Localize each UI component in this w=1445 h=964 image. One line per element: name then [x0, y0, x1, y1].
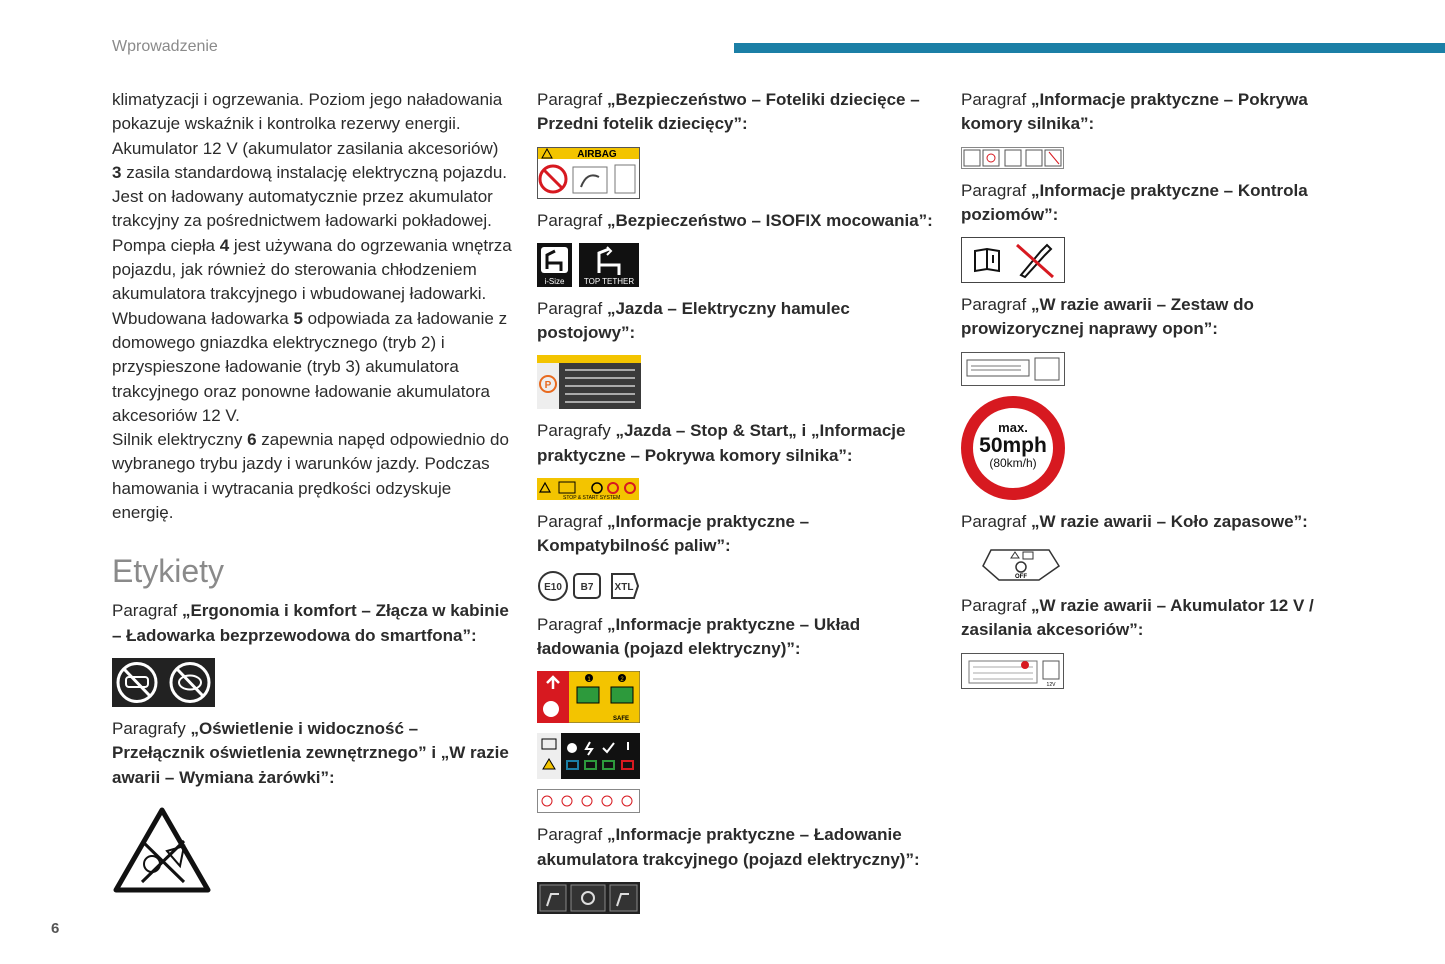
off-text: OFF: [1015, 574, 1027, 581]
label-caption-spare-wheel: Paragraf „W razie awarii – Koło zapasowe”:: [961, 511, 1308, 531]
label-caption-traction-battery: Paragraf „Informacje praktyczne – Ładowanie akumulatora trakcyjnego (pojazd elektryczny)”:: [537, 825, 920, 869]
label-caption-lighting: Paragrafy „Oświetlenie i widoczność – Przełącznik oświetlenia zewnętrznego” i „W razie awarii – Wymiana żarówki”:: [112, 718, 509, 787]
repair-kit-label: [961, 352, 1065, 386]
label-caption-isofix: Paragraf „Bezpieczeństwo – ISOFIX mocowania”:: [537, 210, 933, 230]
column-2: [537, 88, 937, 924]
engine-bonnet-label: [961, 147, 1064, 169]
label-caption-12v-battery: Paragraf „W razie awarii – Akumulator 12 V / zasilania akcesoriów”:: [961, 596, 1314, 640]
labels-heading: Etykiety: [112, 553, 225, 590]
charging-system-label: [537, 671, 640, 723]
isofix-label: [537, 243, 639, 287]
label-caption-fuel: Paragraf „Informacje praktyczne – Kompatybilność paliw”:: [537, 512, 810, 556]
svg-text:1: 1: [587, 677, 591, 684]
body-paragraph: Pompa ciepła 4 jest używana do ogrzewania wnętrza pojazdu, jak również do sterowania chłodzeniem akumulatora trakcyjnego i wbudowanej ładowarki.: [112, 235, 512, 304]
header-accent-bar: [734, 43, 1445, 53]
label-caption-child-seat: Paragraf „Bezpieczeństwo – Foteliki dziecięce – Przedni fotelik dziecięcy”:: [537, 90, 920, 134]
body-paragraph: Silnik elektryczny 6 zapewnia napęd odpowiednio do wybranego trybu jazdy i warunków jazdy. Podczas hamowania i wytracania prędkości odzyskuje energię.: [112, 430, 509, 523]
column-3: [961, 88, 1361, 699]
label-caption-level-check: Paragraf „Informacje praktyczne – Kontrola poziomów”:: [961, 180, 1308, 224]
airbag-label: [537, 147, 640, 199]
label-caption-wireless-charger: Paragraf „Ergonomia i komfort – Złącza w kabinie – Ładowarka bezprzewodowa do smartfona”:: [112, 601, 509, 645]
traction-battery-label: [537, 882, 640, 914]
svg-text:E10: E10: [544, 581, 562, 593]
svg-text:P: P: [544, 380, 552, 392]
charging-status-label: [537, 733, 640, 779]
hand-icon: [543, 701, 559, 717]
speed-value-text: 50mph: [979, 433, 1047, 457]
speed-kmh-text: (80km/h): [989, 455, 1037, 470]
clock-icon: [567, 743, 577, 753]
battery-12v-label: [961, 653, 1064, 689]
label-caption-stop-start: Paragrafy „Jazda – Stop & Start„ i „Informacje praktyczne – Pokrywa komory silnika”:: [537, 421, 906, 465]
svg-text:B7: B7: [580, 581, 594, 593]
svg-text:2: 2: [620, 677, 624, 684]
body-text: [112, 88, 512, 525]
charging-warning-strip-label: [537, 789, 640, 813]
label-caption-repair-kit: Paragraf „W razie awarii – Zestaw do prowizorycznej naprawy opon”:: [961, 295, 1254, 339]
airbag-text: AIRBAG: [577, 148, 617, 160]
fuel-compat-label: [537, 569, 641, 603]
section-title: Wprowadzenie: [112, 38, 218, 55]
charger-1-icon: [577, 687, 599, 703]
level-check-label: [961, 237, 1065, 283]
label-caption-engine-bonnet: Paragraf „Informacje praktyczne – Pokrywa komory silnika”:: [961, 90, 1308, 134]
label-caption-parking-brake: Paragraf „Jazda – Elektryczny hamulec postojowy”:: [537, 298, 850, 343]
spare-wheel-label: [979, 544, 1083, 584]
body-paragraph: Akumulator 12 V (akumulator zasilania akcesoriów) 3 zasila standardową instalację elektryczną pojazdu. Jest on ładowany automatycznie przez akumulator trakcyjny za pośrednictwem ładowarki pokładowej.: [112, 138, 508, 231]
charger-2-icon: [611, 687, 633, 703]
column-1: [112, 88, 512, 906]
svg-text:XTL: XTL: [614, 581, 634, 593]
safe-text: SAFE: [612, 716, 630, 723]
tether-text: TOP TETHER: [583, 276, 635, 286]
speed-limit-sign: [961, 396, 1065, 500]
bulb-warning-label: [112, 806, 212, 896]
parking-brake-label: [537, 355, 641, 409]
stop-start-text: STOP & START SYSTEM: [563, 495, 621, 501]
wireless-charger-label: [112, 658, 215, 707]
volt-text: 12V: [1046, 681, 1056, 688]
speed-max-text: max.: [998, 419, 1028, 435]
page-number: 6: [51, 920, 60, 937]
body-paragraph: Wbudowana ładowarka 5 odpowiada za ładowanie z domowego gniazdka elektrycznego (tryb 2) i przyspieszone ładowanie (tryb 3) akumulatora trakcyjnego oraz ponowne ładowanie akumulatora akcesoriów 12 V.: [112, 308, 508, 425]
terminal-icon: [1021, 661, 1029, 669]
isize-text: i-Size: [544, 276, 565, 286]
stop-start-label: [537, 478, 639, 500]
label-caption-charging-system: Paragraf „Informacje praktyczne – Układ ładowania (pojazd elektryczny)”:: [537, 614, 861, 658]
body-paragraph: klimatyzacji i ogrzewania. Poziom jego naładowania pokazuje wskaźnik i kontrolka rezerwy energii.: [112, 90, 503, 134]
